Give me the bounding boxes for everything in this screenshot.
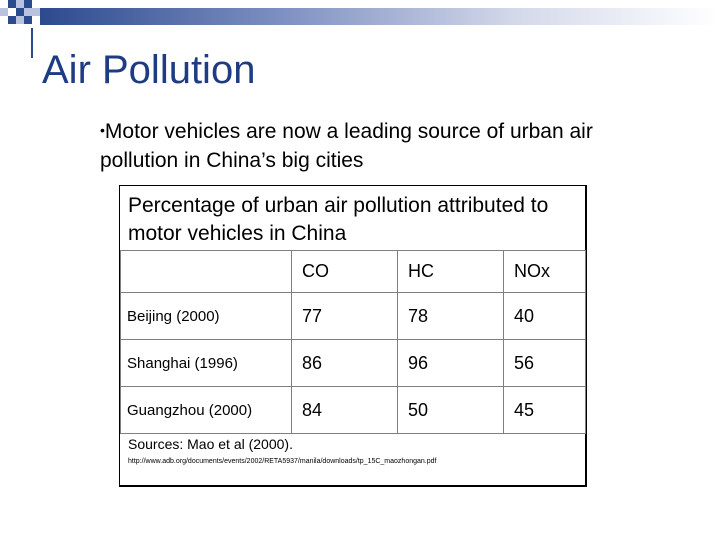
table-row (121, 387, 586, 434)
source-url[interactable]: http://www.adb.org/documents/events/2002/RETA5937/manila/downloads/tp_15C_maozhongan.pdf (128, 458, 437, 465)
table-row (121, 340, 586, 387)
decorative-header (0, 0, 720, 40)
table-row (121, 293, 586, 340)
table-cell: 86 (292, 340, 398, 387)
table-cell: 77 (292, 293, 398, 340)
bullet-marker: • (100, 122, 105, 138)
decor-square (16, 0, 24, 8)
header-empty-cell (121, 251, 292, 293)
decor-square (32, 8, 40, 16)
decor-square (0, 8, 8, 16)
column-header: NOx (504, 251, 586, 293)
row-label: Beijing (2000) (121, 293, 292, 340)
decor-square (8, 16, 16, 24)
decor-square (16, 8, 24, 16)
decor-square (24, 0, 32, 8)
table-cell: 45 (504, 387, 586, 434)
table-caption: Percentage of urban air pollution attributed to motor vehicles in China (128, 194, 549, 245)
pollution-table (120, 250, 586, 434)
decor-vertical-line (31, 28, 33, 58)
table-cell: 84 (292, 387, 398, 434)
data-table-box (119, 185, 587, 487)
table-cell: 96 (398, 340, 504, 387)
header-gradient-bar (40, 8, 720, 25)
bullet-point (100, 116, 620, 175)
sources-note: Sources: Mao et al (2000). (128, 436, 293, 452)
slide-title: Air Pollution (42, 48, 256, 92)
table-cell: 50 (398, 387, 504, 434)
row-label: Guangzhou (2000) (121, 387, 292, 434)
decor-square (16, 16, 24, 24)
column-header: CO (292, 251, 398, 293)
table-cell: 40 (504, 293, 586, 340)
bullet-text: Motor vehicles are now a leading source of urban air pollution in China’s big cities (100, 120, 593, 172)
decor-square (24, 16, 32, 24)
row-label: Shanghai (1996) (121, 340, 292, 387)
table-header-row (121, 251, 586, 293)
table-cell: 56 (504, 340, 586, 387)
table-cell: 78 (398, 293, 504, 340)
decor-square (24, 8, 32, 16)
column-header: HC (398, 251, 504, 293)
decor-square (8, 0, 16, 8)
